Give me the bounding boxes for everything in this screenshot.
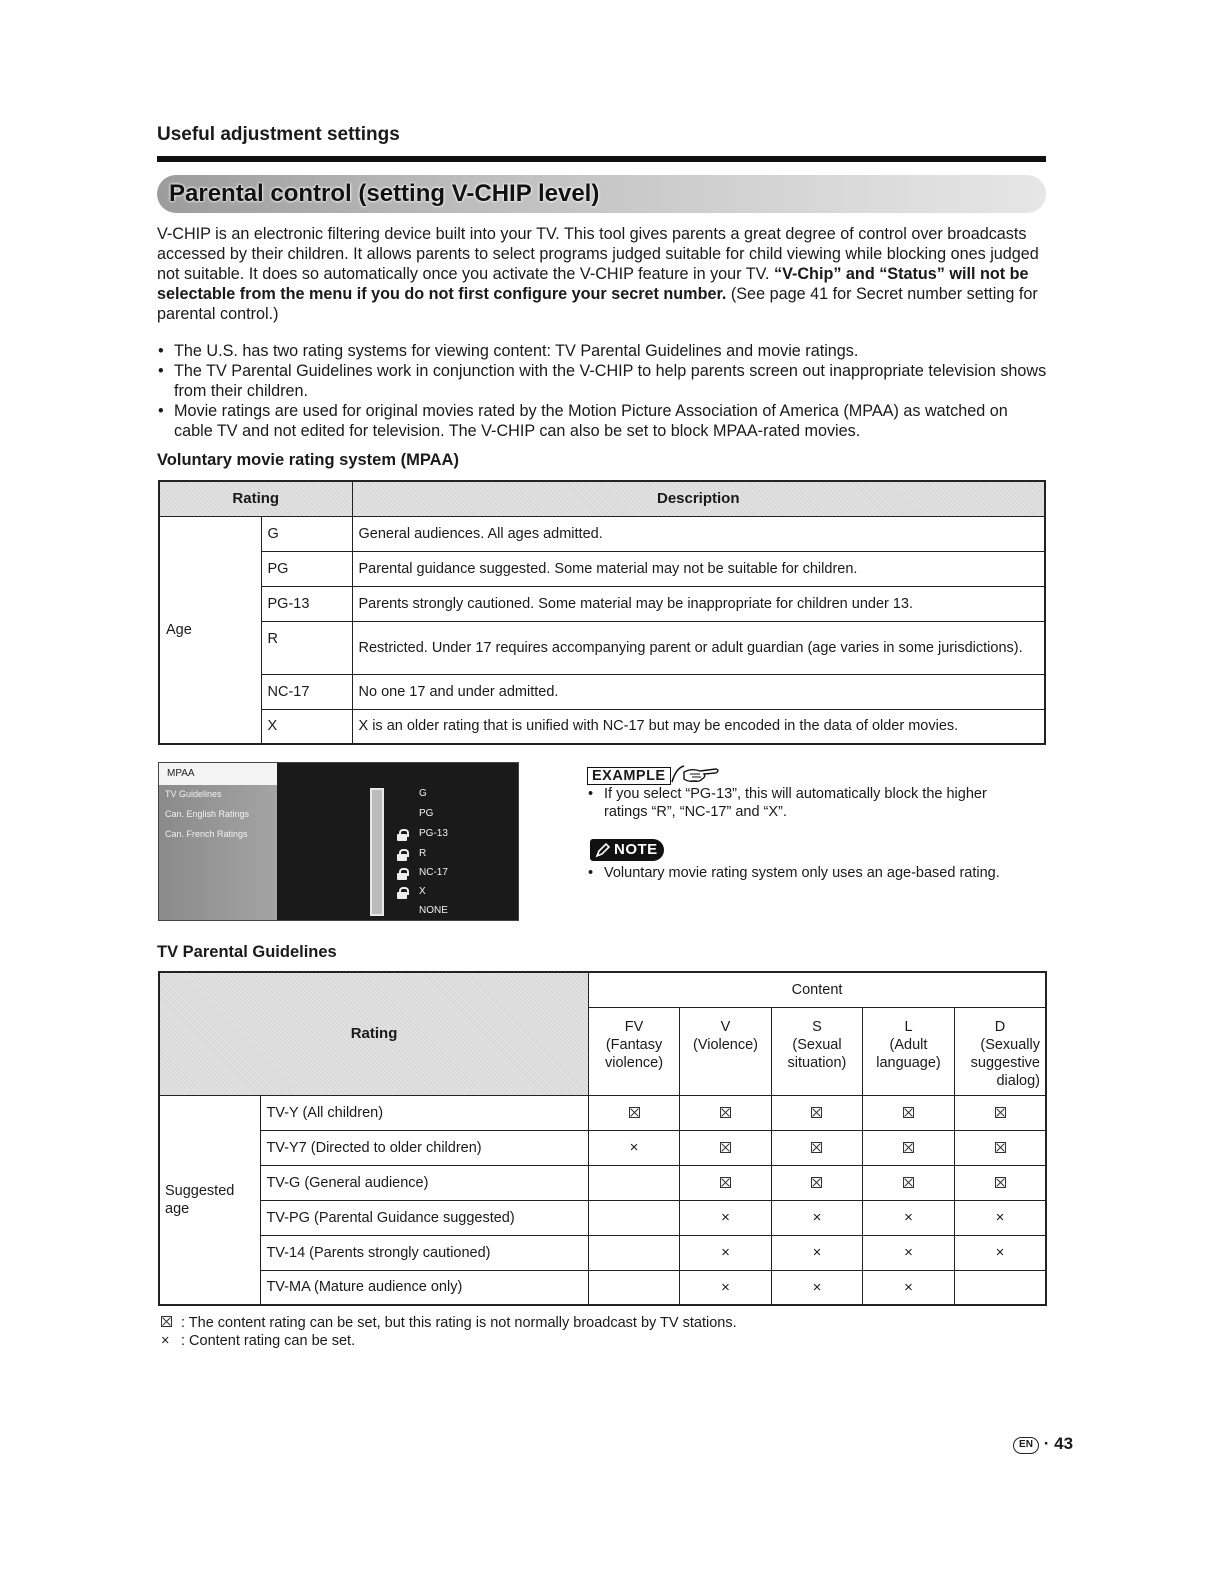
column-code: S [812, 1018, 822, 1035]
table-row [159, 1200, 1046, 1235]
header-rating: Rating [159, 972, 589, 1095]
content-cell [955, 1130, 1047, 1165]
content-cell [862, 1130, 954, 1165]
x-mark: × [721, 1278, 730, 1296]
table-row [159, 1235, 1046, 1270]
rating-cell: TV-PG (Parental Guidance suggested) [261, 1200, 589, 1235]
lock-icon [397, 868, 407, 879]
content-cell [771, 1130, 862, 1165]
column-desc: (Fantasy violence) [605, 1036, 664, 1071]
rating-cell: PG-13 [261, 586, 352, 621]
content-cell [771, 1095, 862, 1130]
header-rating: Rating [159, 481, 352, 516]
x-mark: × [161, 1333, 170, 1349]
content-cell [955, 1165, 1047, 1200]
content-cell [955, 1095, 1047, 1130]
title-banner [157, 175, 1046, 213]
screen-menu-panel [159, 763, 277, 920]
legend-row [161, 1332, 737, 1350]
rating-cell: TV-MA (Mature audience only) [261, 1270, 589, 1305]
screen-menu-item: TV Guidelines [165, 789, 222, 799]
level-label: PG [419, 808, 434, 819]
rating-cell: X [261, 709, 352, 744]
description-cell: Parental guidance suggested. Some material may not be suitable for children. [352, 551, 1045, 586]
x-mark: × [629, 1139, 639, 1156]
tv-rows [159, 1095, 1046, 1305]
boxed-x-icon [629, 1107, 640, 1118]
boxed-x-icon [720, 1107, 731, 1118]
description-cell: Restricted. Under 17 requires accompanying parent or adult guardian (age varies in some jurisdictions). [352, 621, 1045, 674]
table-row [159, 551, 1045, 586]
table-row [159, 1095, 1046, 1130]
table-row [159, 1165, 1046, 1200]
example-text: • If you select “PG-13”, this will automatically block the higher ratings “R”, “NC-17” and “X”. [587, 785, 1032, 821]
pencil-icon [595, 842, 611, 858]
rating-cell: PG [261, 551, 352, 586]
content-cell [589, 1270, 680, 1305]
mpaa-heading: Voluntary movie rating system (MPAA) [157, 451, 459, 469]
boxed-x-icon [811, 1142, 822, 1153]
header-d [955, 1007, 1047, 1095]
content-cell [589, 1095, 680, 1130]
boxed-x-icon [720, 1177, 731, 1188]
description-cell: X is an older rating that is unified with NC-17 but may be encoded in the data of older movies. [352, 709, 1045, 744]
x-mark: × [812, 1209, 822, 1226]
legend-box-text: : The content rating can be set, but this rating is not normally broadcast by TV stations. [181, 1315, 737, 1331]
vchip-screen-illustration [158, 762, 519, 921]
content-cell [589, 1200, 680, 1235]
column-desc: (Adult language) [876, 1036, 941, 1071]
boxed-x-icon [811, 1107, 822, 1118]
content-cell [862, 1235, 954, 1270]
table-header-row [159, 972, 1046, 1007]
level-bar [370, 788, 384, 916]
intro-text: V-CHIP is an electronic filtering device built into your TV. This tool gives parents a great degree of control over broadcasts accessed by their children. It allows parents to select programs judged suitable for child viewing while blocking ones judged not suitable. It does so automatically once you activate the V-CHIP feature in your TV. [157, 225, 1039, 283]
page-separator: · [1043, 1434, 1050, 1453]
content-cell [862, 1165, 954, 1200]
content-cell [680, 1235, 772, 1270]
content-cell [680, 1200, 772, 1235]
note-label: NOTE [614, 841, 658, 858]
x-mark: × [721, 1244, 730, 1261]
content-cell [771, 1165, 862, 1200]
x-mark: × [812, 1278, 822, 1296]
note-text: • Voluntary movie rating system only uses an age-based rating. [587, 864, 1047, 882]
content-cell [955, 1235, 1047, 1270]
level-label: X [419, 886, 426, 897]
table-row [159, 1270, 1046, 1305]
table-row [159, 621, 1045, 674]
page-number [1013, 1434, 1073, 1454]
example-label: EXAMPLE [587, 767, 671, 785]
content-cell [680, 1130, 772, 1165]
content-cell [955, 1200, 1047, 1235]
content-cell [589, 1130, 680, 1165]
legend-row [161, 1314, 737, 1332]
x-mark: × [995, 1244, 1005, 1261]
screen-menu-item: Can. French Ratings [165, 829, 248, 839]
column-desc: (Sexual situation) [787, 1036, 847, 1071]
section-heading: Useful adjustment settings [157, 124, 400, 145]
legend-x-text: : Content rating can be set. [181, 1333, 356, 1349]
intro-paragraph [157, 224, 1047, 324]
content-cell [771, 1200, 862, 1235]
boxed-x-icon [903, 1107, 914, 1118]
column-code: FV [624, 1018, 644, 1035]
content-cell [771, 1235, 862, 1270]
column-desc: (Violence) [692, 1036, 759, 1053]
boxed-x-icon [811, 1177, 822, 1188]
tv-guidelines-heading: TV Parental Guidelines [157, 943, 337, 961]
table-row [159, 516, 1045, 551]
content-cell [862, 1270, 954, 1305]
column-desc: (Sexually suggestive dialog) [970, 1036, 1040, 1089]
bullet-item: • The U.S. has two rating systems for viewing content: TV Parental Guidelines and movie ratings. [157, 341, 1047, 361]
content-cell [862, 1095, 954, 1130]
group-suggested-age: Suggested age [159, 1095, 261, 1305]
boxed-x-icon [720, 1142, 731, 1153]
lock-icon [397, 849, 407, 860]
level-label: R [419, 848, 427, 859]
content-cell [680, 1270, 772, 1305]
bullet-item: • The TV Parental Guidelines work in conjunction with the V-CHIP to help parents screen out inappropriate television shows from their children. [157, 361, 1047, 401]
table-row [159, 709, 1045, 744]
column-code: V [720, 1018, 731, 1035]
table-row [159, 674, 1045, 709]
page-title: Parental control (setting V-CHIP level) [169, 180, 600, 207]
x-mark: × [812, 1244, 822, 1261]
rating-cell: TV-14 (Parents strongly cautioned) [261, 1235, 589, 1270]
rating-cell: R [261, 621, 352, 674]
lock-icon [397, 887, 407, 898]
note-badge [590, 839, 664, 861]
group-age: Age [159, 516, 261, 744]
boxed-x-icon [903, 1177, 914, 1188]
x-mark: × [904, 1278, 913, 1296]
column-code: L [904, 1018, 913, 1035]
x-mark: × [721, 1209, 730, 1226]
boxed-x-icon [995, 1177, 1006, 1188]
description-cell: No one 17 and under admitted. [352, 674, 1045, 709]
x-mark: × [904, 1244, 913, 1261]
table-row [159, 586, 1045, 621]
header-description: Description [352, 481, 1045, 516]
rating-cell: TV-G (General audience) [261, 1165, 589, 1200]
content-cell [680, 1095, 772, 1130]
level-label: G [419, 788, 427, 799]
content-cell [955, 1270, 1047, 1305]
header-s [771, 1007, 862, 1095]
level-label: NONE [419, 905, 448, 916]
screen-menu-item: Can. English Ratings [165, 809, 250, 819]
column-code: D [994, 1018, 1006, 1035]
content-cell [771, 1270, 862, 1305]
language-badge: EN [1013, 1437, 1039, 1454]
level-label: PG-13 [419, 828, 448, 839]
legend [161, 1314, 737, 1350]
boxed-x-icon [903, 1142, 914, 1153]
boxed-x-icon [161, 1316, 172, 1327]
x-mark: × [995, 1209, 1005, 1226]
lock-icon [397, 829, 407, 840]
level-label: NC-17 [419, 867, 448, 878]
description-cell: Parents strongly cautioned. Some material may be inappropriate for children under 13. [352, 586, 1045, 621]
info-bullets [157, 341, 1047, 441]
content-cell [589, 1235, 680, 1270]
rating-cell: TV-Y7 (Directed to older children) [261, 1130, 589, 1165]
header-content: Content [589, 972, 1046, 1007]
boxed-x-icon [995, 1107, 1006, 1118]
rating-cell: G [261, 516, 352, 551]
content-cell [862, 1200, 954, 1235]
rating-cell: TV-Y (All children) [261, 1095, 589, 1130]
heading-rule [157, 156, 1046, 162]
intro-reference: (See page 41 for Secret number setting for parental control.) [157, 285, 1038, 323]
content-cell [589, 1165, 680, 1200]
rating-cell: NC-17 [261, 674, 352, 709]
table-row [159, 1130, 1046, 1165]
description-cell: General audiences. All ages admitted. [352, 516, 1045, 551]
x-mark: × [904, 1209, 913, 1226]
header-fv [589, 1007, 680, 1095]
header-v [680, 1007, 772, 1095]
intro-warning: “V-Chip” and “Status” will not be selectable from the menu if you do not first configure your secret number. [157, 265, 1029, 303]
bullet-item: • Movie ratings are used for original movies rated by the Motion Picture Association of America (MPAA) as watched on cable TV and not edited for television. The V-CHIP can also be set to block MPAA-rated movies. [157, 401, 1047, 441]
content-cell [680, 1165, 772, 1200]
header-l [862, 1007, 954, 1095]
table-header-row [159, 481, 1045, 516]
boxed-x-icon [995, 1142, 1006, 1153]
tv-guidelines-table [158, 971, 1047, 1306]
screen-tab-mpaa: MPAA [159, 763, 277, 785]
mpaa-table [158, 480, 1046, 745]
page-number-value: 43 [1054, 1434, 1074, 1453]
pointing-hand-icon [670, 762, 722, 786]
